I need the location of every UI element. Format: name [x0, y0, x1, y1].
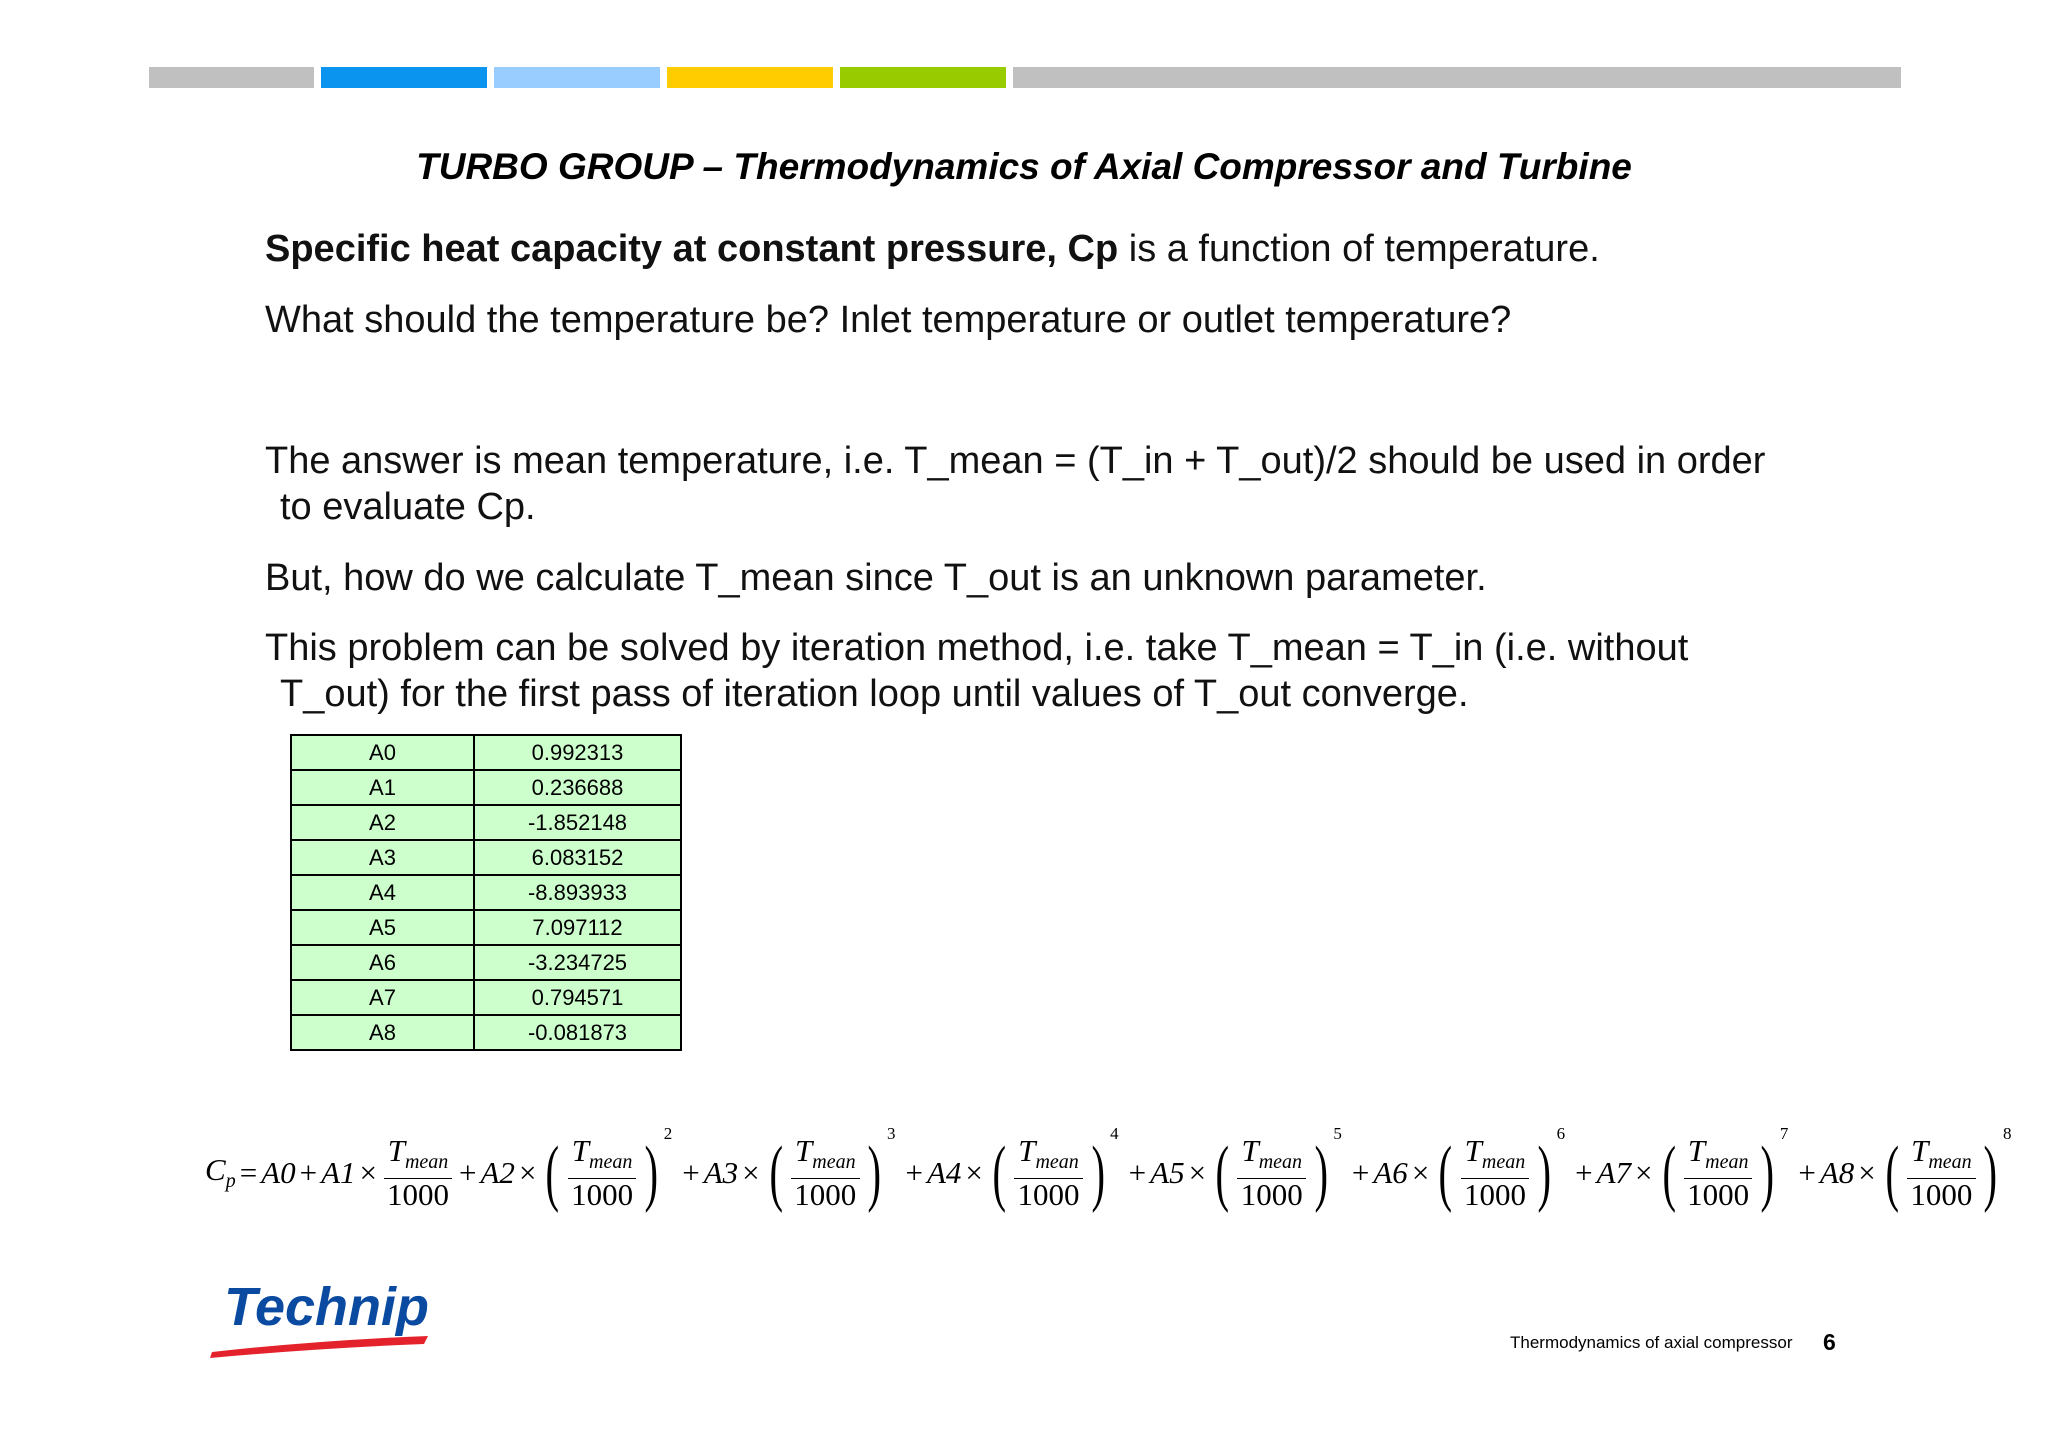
formula-power: 5	[1333, 1124, 1342, 1143]
paragraph-how-calculate: But, how do we calculate T_mean since T_out is an unknown parameter.	[265, 557, 1487, 599]
cp-formula	[205, 1124, 2012, 1218]
table-row	[291, 945, 681, 980]
cp-definition-bold: Specific heat capacity at constant pressure, Cp	[265, 228, 1119, 270]
formula-denominator: 1000	[1463, 1177, 1526, 1213]
technip-logo-text: Technip	[224, 1277, 430, 1337]
formula-times: ×	[965, 1155, 983, 1190]
formula-numerator	[1237, 1132, 1306, 1179]
formula-term: A5	[1150, 1155, 1185, 1190]
formula-close-paren: )	[1314, 1132, 1328, 1214]
table-row	[291, 1015, 681, 1050]
coefficient-value-cell: 7.097112	[474, 910, 681, 945]
table-row	[291, 805, 681, 840]
formula-power: 6	[1556, 1124, 1566, 1143]
technip-logo	[210, 1270, 440, 1360]
formula-close-paren: )	[1760, 1132, 1775, 1214]
formula-close-paren: )	[644, 1132, 659, 1214]
formula-denominator: 1000	[1240, 1177, 1303, 1213]
formula-open-paren: (	[992, 1132, 1006, 1214]
formula-term: A2	[480, 1155, 515, 1190]
footer-text: Thermodynamics of axial compressor	[1510, 1333, 1793, 1352]
slide-title: TURBO GROUP – Thermodynamics of Axial Compressor and Turbine	[416, 146, 1632, 187]
coefficient-name-cell: A3	[291, 840, 474, 875]
formula-term: A0	[261, 1155, 296, 1190]
technip-logo-graphic	[210, 1270, 440, 1360]
formula-close-paren: )	[1983, 1132, 1998, 1214]
coefficient-name-cell: A4	[291, 875, 474, 910]
formula-plus: +	[1575, 1155, 1593, 1190]
coefficient-name-cell: A8	[291, 1015, 474, 1050]
coefficient-table	[290, 734, 682, 1051]
formula-open-paren: (	[769, 1132, 783, 1214]
table-row	[291, 735, 681, 770]
formula-fraction	[1683, 1132, 1753, 1213]
technip-logo-swoosh	[210, 1336, 428, 1358]
formula-fraction	[1906, 1132, 1976, 1213]
formula-plus: +	[1351, 1155, 1370, 1190]
formula-times: ×	[742, 1155, 760, 1190]
header-bar-segment-gray-right	[1013, 67, 1901, 88]
formula-plus: +	[1798, 1155, 1816, 1190]
formula-times: ×	[1188, 1155, 1207, 1190]
header-bar-segment-light-blue	[494, 67, 660, 88]
formula-power: 4	[1110, 1124, 1119, 1143]
formula-numerator-subscript: mean	[812, 1151, 856, 1174]
formula-fraction	[1014, 1132, 1084, 1213]
formula-open-paren: (	[1662, 1132, 1676, 1214]
coefficient-name-cell: A7	[291, 980, 474, 1015]
table-row	[291, 980, 681, 1015]
paragraph-cp-definition	[265, 226, 1600, 272]
formula-numerator-symbol: T	[1464, 1132, 1482, 1168]
iteration-line-2: T_out) for the first pass of iteration loop until values of T_out converge.	[280, 673, 1469, 715]
formula-plus: +	[682, 1155, 700, 1190]
paragraph-iteration	[265, 625, 1688, 717]
formula-numerator	[568, 1132, 637, 1179]
formula-numerator-symbol: T	[1018, 1132, 1036, 1168]
table-row	[291, 910, 681, 945]
coefficient-name-cell: A5	[291, 910, 474, 945]
answer-line-1: The answer is mean temperature, i.e. T_mean = (T_in + T_out)/2 should be used in order	[265, 440, 1766, 482]
formula-power: 7	[1779, 1124, 1789, 1143]
formula-close-paren: )	[1091, 1132, 1105, 1214]
page-number: 6	[1823, 1329, 1836, 1355]
formula-term: A8	[1819, 1155, 1855, 1190]
formula-close-paren: )	[1537, 1132, 1552, 1214]
formula-times: ×	[518, 1155, 537, 1190]
formula-power: 3	[886, 1124, 896, 1143]
formula-equals: =	[239, 1155, 258, 1190]
formula-power: 2	[663, 1124, 673, 1143]
formula-denominator: 1000	[1687, 1177, 1750, 1213]
formula-plus: +	[299, 1155, 318, 1190]
formula-plus: +	[1128, 1155, 1147, 1190]
header-bar-segment-yellow	[667, 67, 833, 88]
formula-times: ×	[359, 1155, 378, 1190]
formula-lhs-symbol: C	[205, 1152, 226, 1188]
formula-close-paren: )	[867, 1132, 882, 1214]
formula-term: A6	[1373, 1155, 1408, 1190]
formula-denominator: 1000	[1910, 1177, 1973, 1213]
formula-fraction	[1237, 1132, 1307, 1213]
formula-numerator	[384, 1132, 453, 1179]
formula-numerator-subscript: mean	[1258, 1151, 1303, 1174]
formula-denominator: 1000	[571, 1177, 634, 1213]
formula-term: A3	[703, 1155, 739, 1190]
formula-numerator-subscript: mean	[404, 1151, 449, 1174]
formula-denominator: 1000	[387, 1177, 450, 1213]
formula-denominator: 1000	[794, 1177, 857, 1213]
formula-numerator	[1684, 1132, 1753, 1179]
formula-term: A7	[1596, 1155, 1632, 1190]
formula-numerator-subscript: mean	[1928, 1151, 1972, 1174]
cp-definition-rest: is a function of temperature.	[1118, 228, 1600, 270]
formula-numerator-subscript: mean	[589, 1151, 633, 1174]
formula-numerator	[791, 1132, 860, 1179]
formula-open-paren: (	[1885, 1132, 1899, 1214]
coefficient-value-cell: -8.893933	[474, 875, 681, 910]
coefficient-value-cell: 0.992313	[474, 735, 681, 770]
formula-lhs-subscript: p	[225, 1170, 236, 1193]
coefficient-name-cell: A0	[291, 735, 474, 770]
formula-denominator: 1000	[1017, 1177, 1080, 1213]
coefficient-name-cell: A2	[291, 805, 474, 840]
formula-fraction	[383, 1132, 453, 1213]
table-row	[291, 840, 681, 875]
table-row	[291, 770, 681, 805]
formula-times: ×	[1858, 1155, 1876, 1190]
coefficient-value-cell: 0.794571	[474, 980, 681, 1015]
formula-open-paren: (	[545, 1132, 560, 1214]
header-bar-segment-green	[840, 67, 1006, 88]
coefficient-value-cell: 0.236688	[474, 770, 681, 805]
header-bar-segment-gray-left	[149, 67, 314, 88]
formula-plus: +	[905, 1155, 923, 1190]
formula-numerator-symbol: T	[1911, 1132, 1929, 1168]
formula-term: A1	[321, 1155, 356, 1190]
table-row	[291, 875, 681, 910]
formula-numerator-subscript: mean	[1705, 1151, 1749, 1174]
formula-numerator-symbol: T	[1687, 1132, 1706, 1168]
answer-line-2: to evaluate Cp.	[280, 486, 536, 528]
paragraph-question: What should the temperature be? Inlet temperature or outlet temperature?	[265, 299, 1512, 341]
formula-open-paren: (	[1438, 1132, 1453, 1214]
formula-power: 8	[2003, 1124, 2012, 1143]
coefficient-value-cell: -1.852148	[474, 805, 681, 840]
formula-fraction	[790, 1132, 860, 1213]
formula-numerator-subscript: mean	[1481, 1151, 1526, 1174]
formula-times: ×	[1411, 1155, 1430, 1190]
coefficient-name-cell: A6	[291, 945, 474, 980]
coefficient-value-cell: -3.234725	[474, 945, 681, 980]
iteration-line-1: This problem can be solved by iteration method, i.e. take T_mean = T_in (i.e. without	[265, 627, 1689, 669]
formula-numerator	[1461, 1132, 1530, 1179]
formula-lhs	[205, 1152, 236, 1193]
coefficient-value-cell: 6.083152	[474, 840, 681, 875]
formula-numerator-symbol: T	[387, 1132, 405, 1168]
coefficient-value-cell: -0.081873	[474, 1015, 681, 1050]
formula-numerator-subscript: mean	[1035, 1151, 1079, 1174]
formula-fraction	[1460, 1132, 1530, 1213]
header-bar-segment-blue	[321, 67, 487, 88]
formula-fraction	[567, 1132, 637, 1213]
formula-plus: +	[459, 1155, 477, 1190]
formula-times: ×	[1635, 1155, 1653, 1190]
formula-numerator	[1907, 1132, 1976, 1179]
formula-numerator	[1014, 1132, 1083, 1179]
coefficient-name-cell: A1	[291, 770, 474, 805]
formula-numerator-symbol: T	[1241, 1132, 1259, 1168]
formula-open-paren: (	[1215, 1132, 1230, 1214]
formula-term: A4	[926, 1155, 962, 1190]
formula-numerator-symbol: T	[571, 1132, 590, 1168]
formula-numerator-symbol: T	[795, 1132, 813, 1168]
paragraph-answer	[265, 438, 1765, 530]
